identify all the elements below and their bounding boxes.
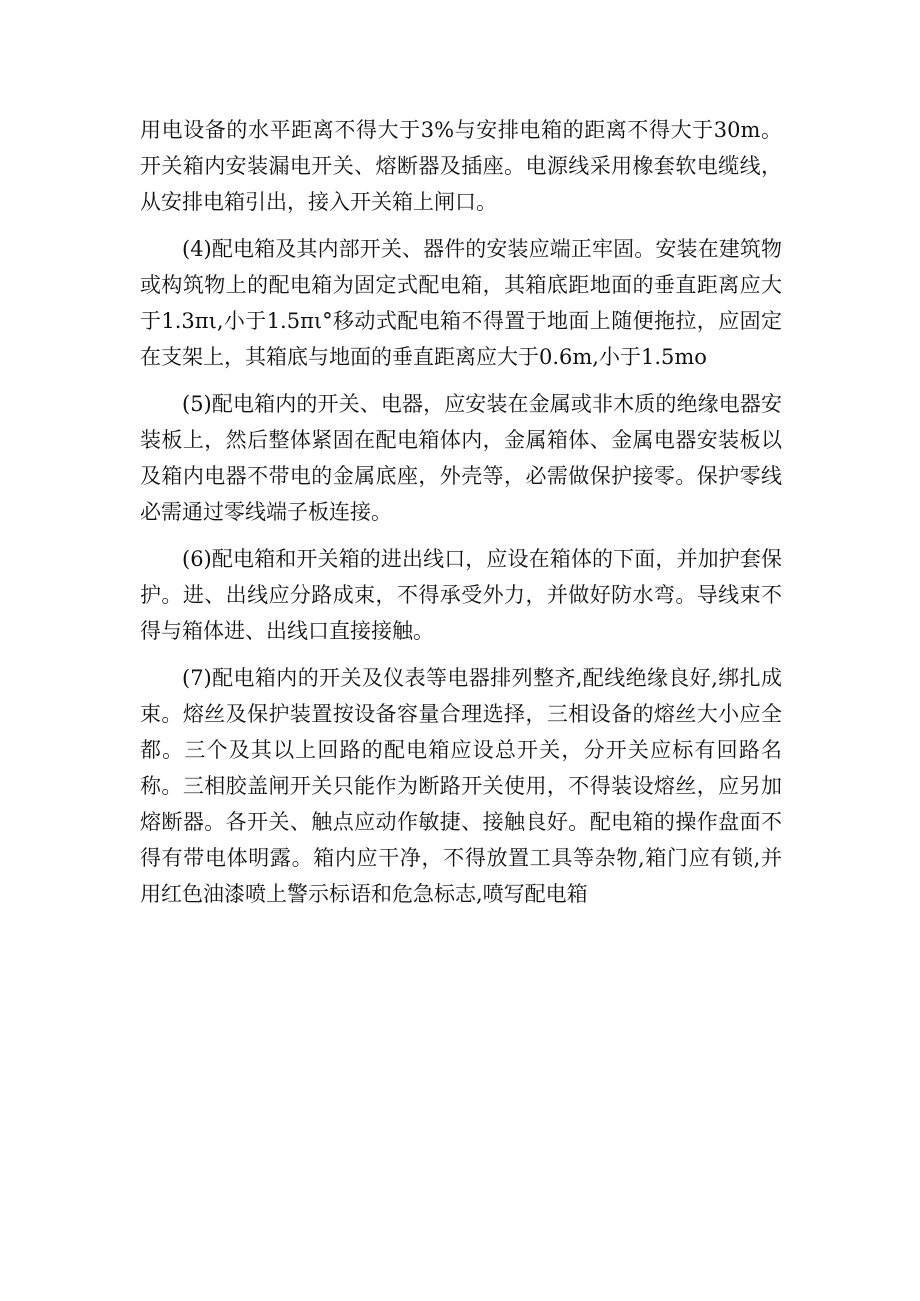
paragraph-item-4: (4)配电箱及其内部开关、器件的安装应端正牢固。安装在建筑物或构筑物上的配电箱为固定式配电箱，其箱底距地面的垂直距离应大于1.3πι,小于1.5πι°移动式配电箱不得置于地面上随便拖拉，应固定在支架上，其箱底与地面的垂直距离应大于0.6m,小于1.5mo: [140, 237, 782, 369]
paragraph-item-7: (7)配电箱内的开关及仪表等电器排列整齐,配线绝缘良好,绑扎成束。熔丝及保护装置按设备容量合理选择，三相设备的熔丝大小应全都。三个及其以上回路的配电箱应设总开关，分开关应标有回路名称。三相胶盖闸开关只能作为断路开关使用，不得装设熔丝，应另加熔断器。各开关、触点应动作敏捷、接触良好。配电箱的操作盘面不得有带电体明露。箱内应干净，不得放置工具等杂物,箱门应有锁,并用红色油漆喷上警示标语和危急标志,喷写配电箱: [140, 666, 782, 906]
document-body: [140, 112, 782, 923]
paragraph-item-5: (5)配电箱内的开关、电器，应安装在金属或非木质的绝缘电器安装板上，然后整体紧固在配电箱体内，金属箱体、金属电器安装板以及箱内电器不带电的金属底座，外壳等，必需做保护接零。保护零线必需通过零线端子板连接。: [140, 392, 782, 524]
paragraph-continuation: 用电设备的水平距离不得大于3%与安排电箱的距离不得大于30m。开关箱内安装漏电开关、熔断器及插座。电源线采用橡套软电缆线，从安排电箱引出，接入开关箱上闸口。: [140, 118, 782, 214]
paragraph-item-6: (6)配电箱和开关箱的进出线口，应设在箱体的下面，并加护套保护。进、出线应分路成束，不得承受外力，并做好防水弯。导线束不得与箱体进、出线口直接接触。: [140, 547, 782, 643]
